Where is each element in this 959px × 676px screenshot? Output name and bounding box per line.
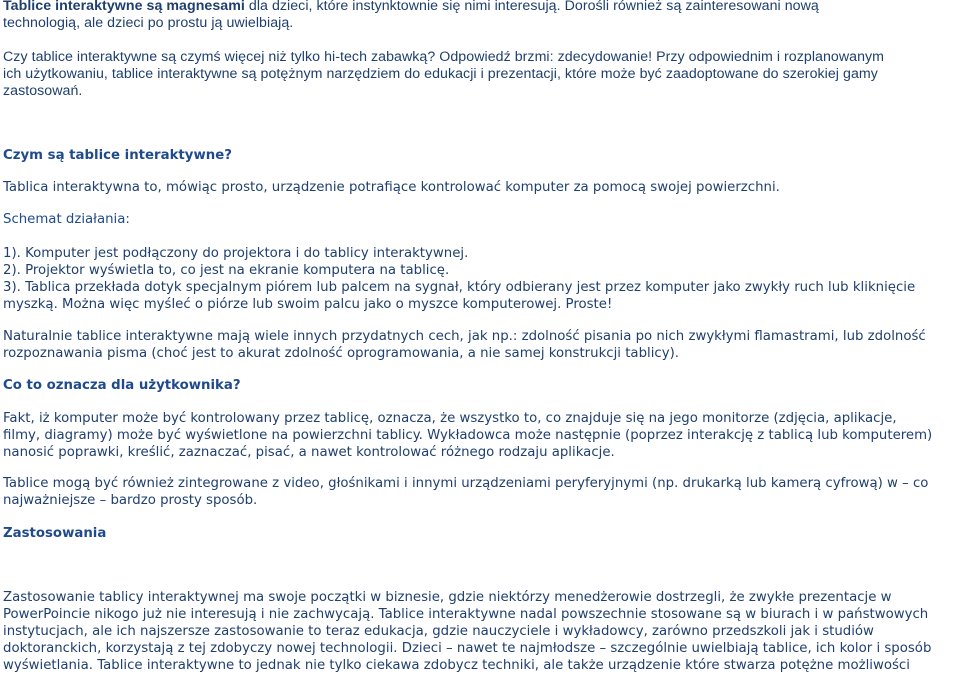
applications-heading: Zastosowania <box>3 526 107 541</box>
what-text: Tablica interaktywna to, mówiąc prosto, urządzenie potrafiące kontrolować komputer za pomocą swojej powierzchni. <box>3 180 780 195</box>
intro-bold-phrase: Tablice interaktywne są magnesami <box>3 0 245 14</box>
applications-line-5: wyświetlania. Tablice interaktywne to jednak nie tylko ciekawa zdobycz techniki, ale także urządzenie które stwarza potężne możliwości <box>3 658 910 673</box>
question-line-3: zastosowań. <box>3 83 83 99</box>
applications-line-3: instytucjach, ale ich najszersze zastosowanie to teraz edukacja, gdzie nauczyciele i wykładowcy, zarówno przedszkoli jak i studiów <box>3 624 874 639</box>
user-text-line-1: Fakt, iż komputer może być kontrolowany przez tablicę, oznacza, że wszystko to, co znajduje się na jego monitorze (zdjęcia, aplikacje, <box>3 411 897 426</box>
user-heading: Co to oznacza dla użytkownika? <box>3 378 241 393</box>
question-line-2: ich użytkowaniu, tablice interaktywne są potężnym narzędziem do edukacji i prezentacji, które może być zaadoptowane do szerokiej gamy <box>3 66 878 82</box>
features-line-2: rozpoznawania pisma (choć jest to akurat zdolność oprogramowania, a nie samej konstrukcji tablicy). <box>3 346 679 361</box>
applications-line-4: doktoranckich, korzystają z tej zdobyczy nowej technologii. Dzieci – nawet te najmłodsze – szczególnie uwielbiają tablice, ich kolor i sposób <box>3 641 932 656</box>
schema-step-3-line-1: 3). Tablica przekłada dotyk specjalnym piórem lub palcem na sygnał, który odbierany jest przez komputer jako zwykły ruch lub kliknięcie <box>3 280 916 295</box>
what-heading: Czym są tablice interaktywne? <box>3 148 232 163</box>
user-text-line-3: nanosić poprawki, kreślić, zaznaczać, pisać, a nawet kontrolować różnego rodzaju aplikacje. <box>3 445 615 460</box>
intro-rest: dla dzieci, które instynktownie się nimi interesują. Dorośli również są zainteresowani nową <box>244 0 819 14</box>
integration-line-2: najważniejsze – bardzo prosty sposób. <box>3 493 258 508</box>
user-text-line-2: filmy, diagramy) może być wyświetlone na powierzchni tablicy. Wykładowca może następnie (poprzez interakcję z tablicą lub komputerem) <box>3 428 933 443</box>
features-line-1: Naturalnie tablice interaktywne mają wiele innych przydatnych cech, jak np.: zdolność pisania po nich zwykłymi flamastrami, lub zdolność <box>3 329 926 344</box>
question-line-1: Czy tablice interaktywne są czymś więcej niż tylko hi-tech zabawką? Odpowiedź brzmi: zdecydowanie! Przy odpowiednim i rozplanowanym <box>3 49 885 65</box>
schema-step-3-line-2: myszką. Można więc myśleć o piórze lub swoim palcu jako o myszce komputerowej. Proste! <box>3 297 613 312</box>
applications-line-1: Zastosowanie tablicy interaktywnej ma swoje początki w biznesie, gdzie niektórzy menedżerowie dostrzegli, że zwykłe prezentacje w <box>3 590 892 605</box>
intro-line-1 <box>3 0 955 15</box>
schema-step-1: 1). Komputer jest podłączony do projektora i do tablicy interaktywnej. <box>3 246 469 261</box>
applications-line-2: PowerPoincie nikogo już nie interesują i nie zachwycają. Tablice interaktywne nadal powszechnie stosowane są w biurach i w państwowych <box>3 607 929 622</box>
intro-line-2: technologią, ale dzieci po prostu ją uwielbiają. <box>3 15 294 31</box>
schema-step-2: 2). Projektor wyświetla to, co jest na ekranie komputera na tablicę. <box>3 263 450 278</box>
integration-line-1: Tablice mogą być również zintegrowane z video, głośnikami i innymi urządzeniami peryferyjnymi (np. drukarką lub kamerą cyfrową) w – co <box>3 476 929 491</box>
schema-heading: Schemat działania: <box>3 212 130 227</box>
